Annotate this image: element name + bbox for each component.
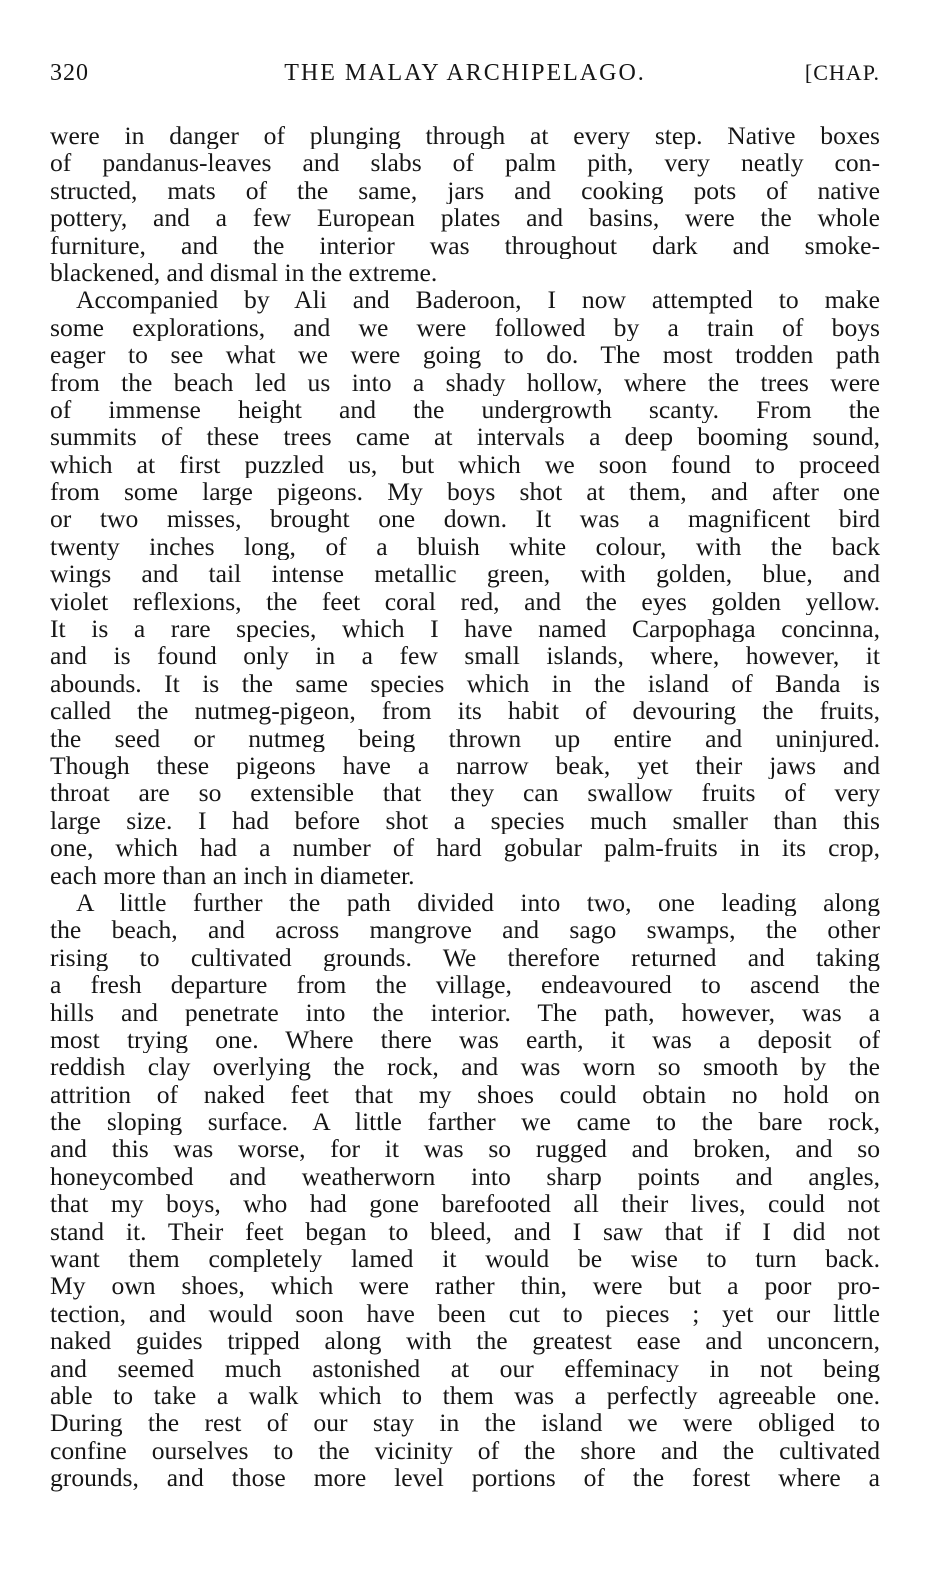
text-line: During the rest of our stay in the island we were obliged to — [50, 1409, 880, 1437]
text-line: reddish clay overlying the rock, and was worn so smooth by the — [50, 1053, 880, 1081]
text-line: pottery, and a few European plates and basins, were the whole — [50, 204, 880, 232]
text-line: violet reflexions, the feet coral red, and the eyes golden yellow. — [50, 587, 880, 616]
text-line: rising to cultivated grounds. We therefore returned and taking — [50, 943, 880, 972]
text-line: a fresh departure from the village, endeavoured to ascend the — [50, 971, 880, 999]
text-line: of immense height and the undergrowth scanty. From the — [50, 395, 880, 424]
chapter-mark: [CHAP. — [804, 60, 880, 85]
text-line: one, which had a number of hard gobular palm-fruits in its crop, — [50, 834, 880, 862]
page-number: 320 — [50, 60, 89, 86]
text-line: wings and tail intense metallic green, with golden, blue, and — [50, 560, 880, 588]
text-line: the sloping surface. A little farther we came to the bare rock, — [50, 1108, 880, 1136]
text-line: that my boys, who had gone barefooted all their lives, could not — [50, 1190, 880, 1218]
text-line: some explorations, and we were followed by a train of boys — [50, 313, 880, 342]
text-line: blackened, and dismal in the extreme. — [50, 258, 438, 287]
text-line: the beach, and across mangrove and sago swamps, the other — [50, 916, 880, 944]
text-line: of pandanus-leaves and slabs of palm pith, very neatly con- — [50, 149, 880, 177]
text-line: want them completely lamed it would be wise to turn back. — [50, 1245, 880, 1273]
paragraph — [50, 889, 880, 1492]
text-line: tection, and would soon have been cut to pieces ; yet our little — [50, 1299, 880, 1328]
text-line: It is a rare species, which I have named Carpophaga concinna, — [50, 615, 880, 643]
body-text — [50, 122, 880, 1492]
text-line: abounds. It is the same species which in the island of Banda is — [50, 669, 880, 698]
text-line: A little further the path divided into two, one leading along — [76, 888, 880, 917]
text-line: which at first puzzled us, but which we soon found to proceed — [50, 450, 880, 479]
text-line: and seemed much astonished at our effeminacy in not being — [50, 1354, 880, 1382]
text-line: and is found only in a few small islands, where, however, it — [50, 642, 880, 670]
text-line: and this was worse, for it was so rugged and broken, and so — [50, 1135, 880, 1163]
paragraph — [50, 122, 880, 286]
text-line: structed, mats of the same, jars and cooking pots of native — [50, 176, 880, 205]
text-line: large size. I had before shot a species much smaller than this — [50, 806, 880, 835]
text-line: were in danger of plunging through at every step. Native boxes — [50, 122, 880, 150]
text-line: or two misses, brought one down. It was a magnificent bird — [50, 505, 880, 533]
text-line: the seed or nutmeg being thrown up entire and uninjured. — [50, 724, 880, 752]
text-line: eager to see what we were going to do. The most trodden path — [50, 341, 880, 369]
book-title: THE MALAY ARCHIPELAGO. — [284, 60, 646, 86]
text-line: hills and penetrate into the interior. The path, however, was a — [50, 998, 880, 1026]
text-line: twenty inches long, of a bluish white colour, with the back — [50, 532, 880, 561]
text-line: most trying one. Where there was earth, it was a deposit of — [50, 1025, 880, 1054]
text-line: each more than an inch in diameter. — [50, 861, 415, 889]
paragraph — [50, 286, 880, 889]
text-line: grounds, and those more level portions of the forest where a — [50, 1464, 880, 1492]
text-line: confine ourselves to the vicinity of the shore and the cultivated — [50, 1436, 880, 1465]
text-line: My own shoes, which were rather thin, were but a poor pro- — [50, 1272, 880, 1300]
text-line: able to take a walk which to them was a perfectly agreeable one. — [50, 1381, 880, 1410]
text-line: honeycombed and weatherworn into sharp points and angles, — [50, 1162, 880, 1191]
text-line: summits of these trees came at intervals a deep booming sound, — [50, 423, 880, 451]
text-line: naked guides tripped along with the greatest ease and unconcern, — [50, 1327, 880, 1355]
text-line: from some large pigeons. My boys shot at them, and after one — [50, 478, 880, 506]
text-line: throat are so extensible that they can swallow fruits of very — [50, 779, 880, 807]
text-line: furniture, and the interior was throughout dark and smoke- — [50, 231, 880, 259]
text-line: Accompanied by Ali and Baderoon, I now attempted to make — [76, 286, 880, 314]
text-line: from the beach led us into a shady hollow, where the trees were — [50, 368, 880, 396]
running-head — [50, 52, 880, 92]
text-line: Though these pigeons have a narrow beak, yet their jaws and — [50, 751, 880, 780]
text-line: called the nutmeg-pigeon, from its habit of devouring the fruits, — [50, 697, 880, 725]
text-line: stand it. Their feet began to bleed, and I saw that if I did not — [50, 1217, 880, 1246]
text-line: attrition of naked feet that my shoes could obtain no hold on — [50, 1080, 880, 1109]
book-page — [50, 52, 880, 1492]
